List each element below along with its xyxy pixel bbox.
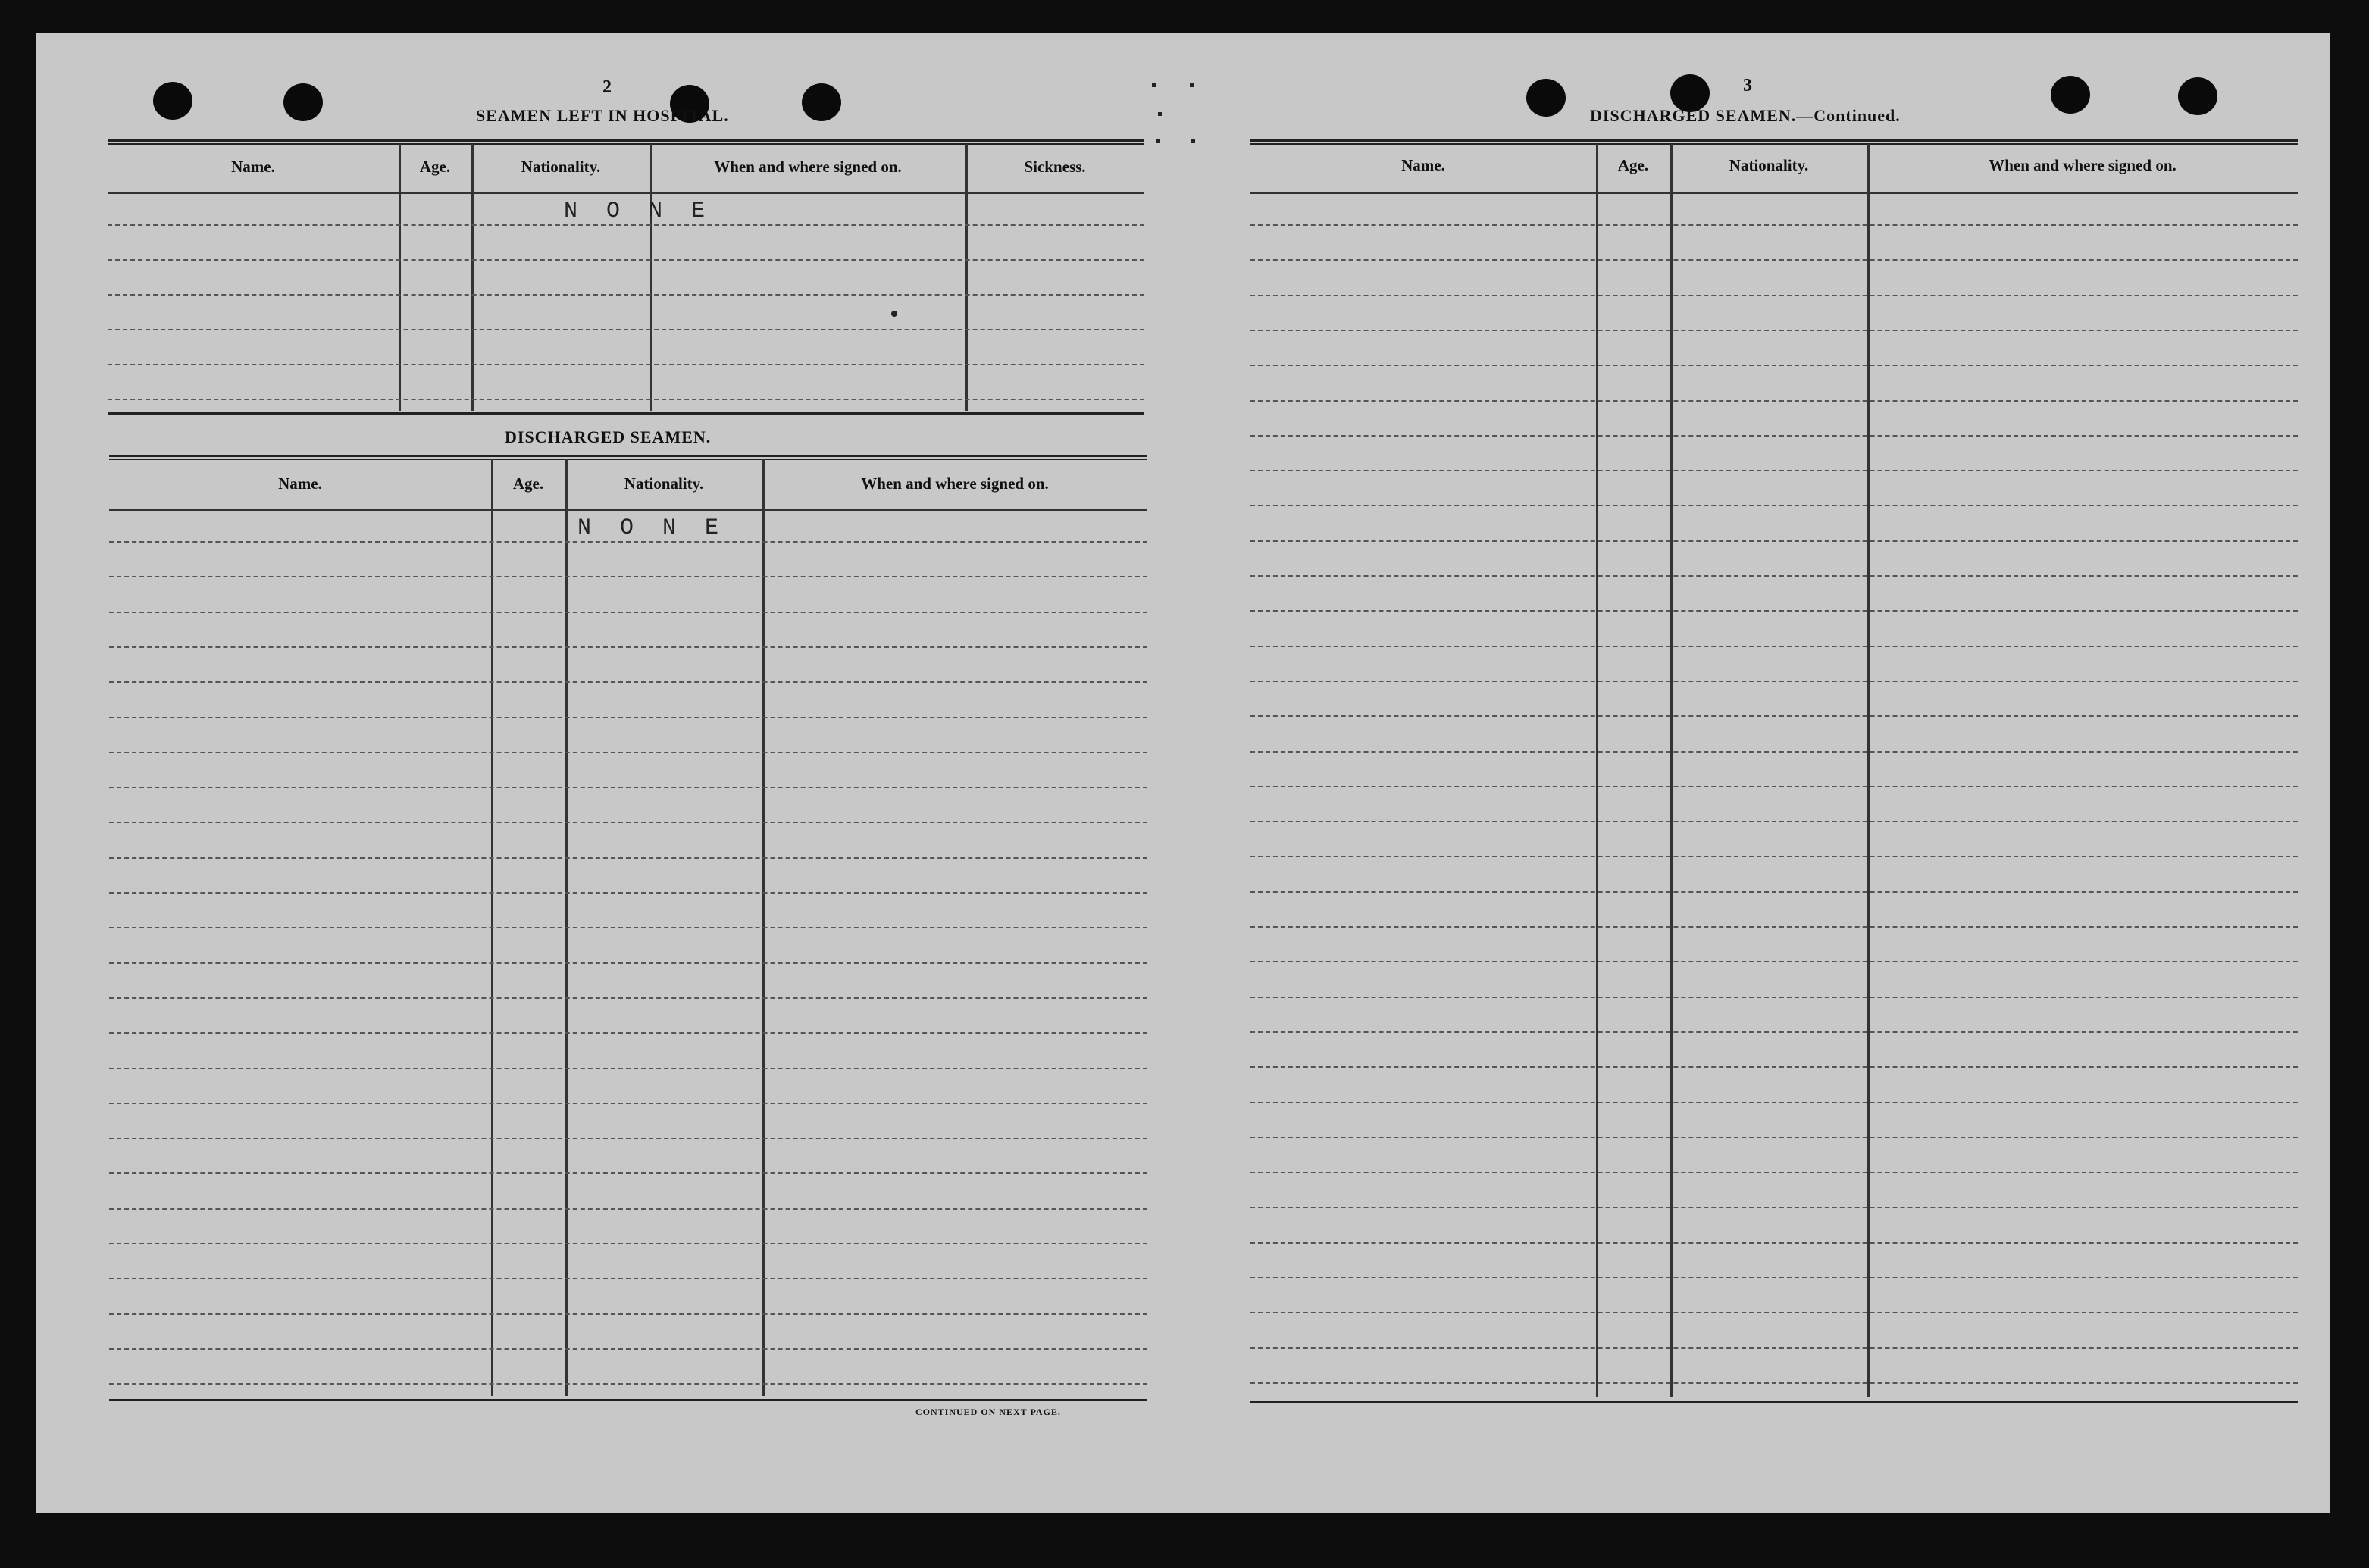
row-line bbox=[1250, 505, 2298, 506]
col-header-name: Name. bbox=[231, 158, 275, 176]
col-header-age: Age. bbox=[1617, 156, 1649, 174]
col-header-signed-on: When and where signed on. bbox=[861, 474, 1049, 493]
punch-hole bbox=[1526, 79, 1566, 117]
row-line bbox=[1250, 646, 2298, 647]
table-top-rule bbox=[109, 455, 1147, 460]
hospital-section-title: SEAMEN LEFT IN HOSPITAL. bbox=[476, 106, 729, 125]
row-line bbox=[1250, 1031, 2298, 1033]
row-line bbox=[109, 997, 1147, 999]
row-line bbox=[1250, 295, 2298, 296]
row-line bbox=[1250, 1277, 2298, 1278]
row-line bbox=[109, 1172, 1147, 1174]
column-divider bbox=[471, 144, 474, 411]
punch-hole bbox=[2178, 77, 2217, 115]
discharged-table-left bbox=[109, 455, 1147, 1435]
discharged-none-entry: NONE bbox=[577, 515, 748, 541]
discharged-continued-title: DISCHARGED SEAMEN.—Continued. bbox=[1590, 106, 1901, 125]
row-line bbox=[109, 787, 1147, 788]
punch-hole bbox=[802, 83, 841, 121]
row-line bbox=[109, 892, 1147, 894]
row-line bbox=[1250, 540, 2298, 542]
row-line bbox=[109, 962, 1147, 964]
row-line bbox=[109, 1383, 1147, 1385]
document-sheet bbox=[36, 33, 2330, 1513]
row-line bbox=[109, 1348, 1147, 1350]
page-number-left: 2 bbox=[602, 77, 612, 97]
row-line bbox=[108, 294, 1144, 296]
row-line bbox=[109, 681, 1147, 683]
row-line bbox=[109, 1278, 1147, 1279]
row-line bbox=[1250, 575, 2298, 577]
row-line bbox=[1250, 961, 2298, 962]
row-line bbox=[1250, 856, 2298, 857]
col-header-age: Age. bbox=[512, 474, 544, 493]
col-header-nationality: Nationality. bbox=[521, 158, 601, 176]
punch-hole bbox=[153, 82, 192, 120]
col-header-name: Name. bbox=[278, 474, 322, 493]
row-line bbox=[1250, 259, 2298, 261]
row-line bbox=[1250, 926, 2298, 928]
row-line bbox=[1250, 330, 2298, 331]
row-line bbox=[1250, 997, 2298, 998]
row-line bbox=[109, 1103, 1147, 1104]
row-line bbox=[1250, 435, 2298, 437]
hospital-none-entry: NONE bbox=[564, 199, 734, 224]
row-line bbox=[1250, 681, 2298, 682]
page-number-right: 3 bbox=[1743, 76, 1752, 95]
col-header-signed-on: When and where signed on. bbox=[714, 158, 902, 176]
row-line bbox=[108, 224, 1144, 226]
row-line bbox=[1250, 1066, 2298, 1068]
row-line bbox=[109, 1068, 1147, 1069]
col-header-nationality: Nationality. bbox=[1729, 156, 1809, 174]
continued-note: CONTINUED ON NEXT PAGE. bbox=[915, 1407, 1061, 1417]
gutter-mark bbox=[1158, 112, 1162, 116]
column-divider bbox=[1867, 144, 1870, 1397]
table-bottom-rule bbox=[108, 412, 1144, 415]
gutter-mark bbox=[1152, 83, 1156, 87]
row-line bbox=[1250, 224, 2298, 226]
row-line bbox=[1250, 1347, 2298, 1349]
row-line bbox=[109, 1313, 1147, 1315]
header-rule bbox=[1250, 192, 2298, 194]
col-header-nationality: Nationality. bbox=[624, 474, 704, 493]
row-line bbox=[108, 364, 1144, 365]
row-line bbox=[109, 576, 1147, 577]
row-line bbox=[1250, 400, 2298, 402]
row-line bbox=[109, 1208, 1147, 1210]
header-rule bbox=[109, 509, 1147, 511]
table-top-rule bbox=[1250, 139, 2298, 145]
row-line bbox=[109, 1138, 1147, 1139]
table-top-rule bbox=[108, 139, 1144, 145]
row-line bbox=[1250, 786, 2298, 787]
row-line bbox=[109, 717, 1147, 718]
row-line bbox=[1250, 1207, 2298, 1208]
ink-speck bbox=[891, 311, 897, 317]
row-line bbox=[109, 612, 1147, 613]
row-line bbox=[109, 541, 1147, 543]
row-line bbox=[108, 329, 1144, 330]
row-line bbox=[108, 259, 1144, 261]
row-line bbox=[109, 822, 1147, 823]
row-line bbox=[1250, 470, 2298, 471]
gutter-mark bbox=[1191, 139, 1195, 143]
row-line bbox=[1250, 1242, 2298, 1244]
col-header-name: Name. bbox=[1401, 156, 1445, 174]
row-line bbox=[1250, 751, 2298, 753]
header-rule bbox=[108, 192, 1144, 194]
row-line bbox=[1250, 715, 2298, 717]
column-divider bbox=[1596, 144, 1598, 1397]
row-line bbox=[109, 646, 1147, 648]
table-bottom-rule bbox=[1250, 1401, 2298, 1403]
row-line bbox=[1250, 821, 2298, 822]
row-line bbox=[1250, 1137, 2298, 1138]
col-header-sickness: Sickness. bbox=[1024, 158, 1086, 176]
column-divider bbox=[1670, 144, 1673, 1397]
punch-hole bbox=[283, 83, 323, 121]
row-line bbox=[108, 399, 1144, 400]
column-divider bbox=[965, 144, 968, 411]
col-header-age: Age. bbox=[419, 158, 451, 176]
row-line bbox=[1250, 1102, 2298, 1103]
row-line bbox=[109, 857, 1147, 859]
column-divider bbox=[399, 144, 401, 411]
row-line bbox=[1250, 1172, 2298, 1173]
table-bottom-rule bbox=[109, 1399, 1147, 1401]
column-divider bbox=[650, 144, 652, 411]
discharged-table-right bbox=[1250, 139, 2298, 1437]
row-line bbox=[109, 752, 1147, 753]
row-line bbox=[1250, 1312, 2298, 1313]
col-header-signed-on: When and where signed on. bbox=[1989, 156, 2177, 174]
discharged-section-title: DISCHARGED SEAMEN. bbox=[505, 427, 712, 446]
row-line bbox=[1250, 610, 2298, 612]
punch-hole bbox=[2051, 76, 2090, 114]
row-line bbox=[1250, 1382, 2298, 1384]
row-line bbox=[109, 927, 1147, 928]
gutter-mark bbox=[1190, 83, 1194, 87]
gutter-mark bbox=[1156, 139, 1160, 143]
hospital-table bbox=[108, 139, 1144, 421]
row-line bbox=[109, 1032, 1147, 1034]
row-line bbox=[109, 1243, 1147, 1244]
row-line bbox=[1250, 365, 2298, 366]
row-line bbox=[1250, 891, 2298, 893]
